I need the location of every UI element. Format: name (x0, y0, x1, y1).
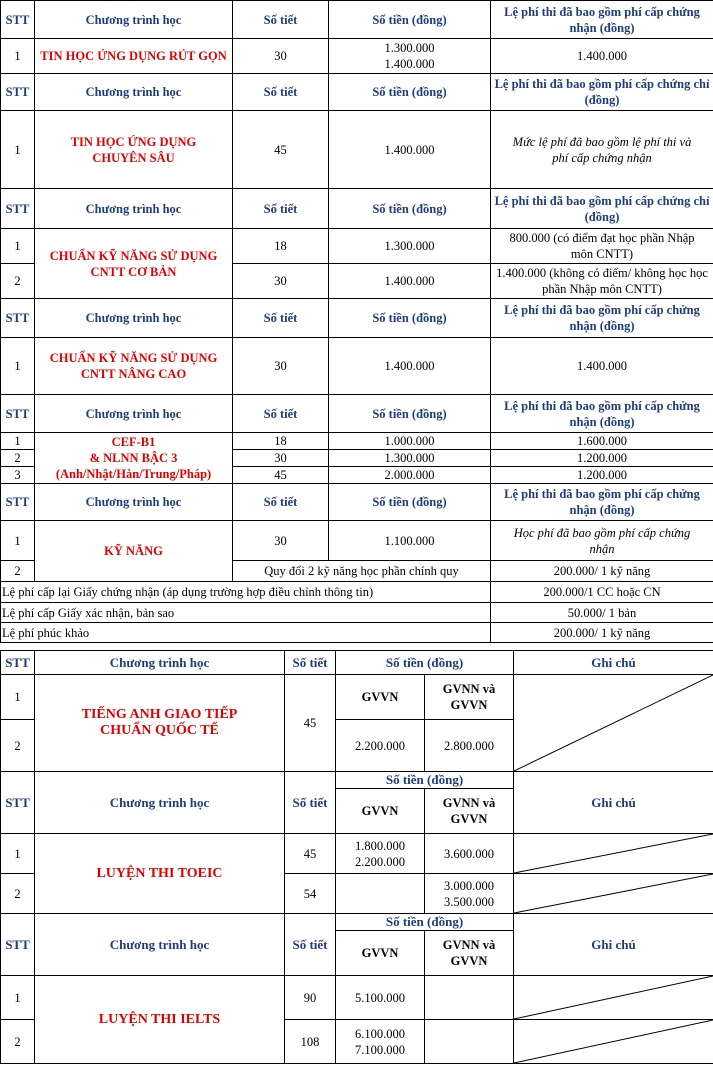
header-note: Ghi chú (514, 651, 713, 675)
row-number: 2 (1, 874, 35, 914)
periods: 45 (233, 111, 329, 189)
amount-gvvn (336, 834, 425, 874)
amount-value: 1.300.000 (384, 41, 435, 55)
fee: 1.200.000 (491, 450, 713, 467)
misc-fee-value: 200.000/ 1 kỹ năng (491, 623, 713, 643)
amount-value: 3.500.000 (444, 894, 494, 909)
program-name: TIẾNG ANH GIAO TIẾP CHUẨN QUỐC TẾ (35, 675, 285, 772)
amount-gvvn (336, 874, 425, 914)
diagonal-line (514, 976, 713, 1019)
row-number: 2 (1, 720, 35, 772)
amount-gvnn: 3.600.000 (425, 834, 514, 874)
header-program: Chương trình học (35, 651, 285, 675)
header-amount: Số tiền (đồng) (329, 299, 491, 338)
table-row (1, 39, 713, 74)
misc-fee-label: Lệ phí cấp Giấy xác nhận, bản sao (1, 603, 491, 623)
conversion-note: Quy đổi 2 kỹ năng học phần chính quy (233, 561, 491, 582)
row-number: 1 (1, 39, 35, 74)
header-periods: Số tiết (233, 395, 329, 433)
amount: 1.000.000 (329, 433, 491, 450)
row-number: 3 (1, 467, 35, 484)
table-header-row (1, 651, 713, 675)
row-number: 1 (1, 229, 35, 264)
row-number: 1 (1, 338, 35, 395)
program-name: LUYỆN THI IELTS (35, 976, 285, 1064)
diagonal-line (514, 1020, 713, 1063)
misc-fee-label: Lệ phí phúc khảo (1, 623, 491, 643)
diagonal-line (514, 874, 713, 913)
amount: 1.100.000 (329, 521, 491, 561)
fee: 1.400.000 (không có điểm/ không học học phần Nhập môn CNTT) (491, 264, 713, 299)
subheader-gvnn: GVNN và GVVN (425, 675, 514, 720)
header-note: Ghi chú (514, 772, 713, 834)
header-program: Chương trình học (35, 772, 285, 834)
header-amount: Số tiền (đồng) (329, 484, 491, 521)
program-name: TIN HỌC ỨNG DỤNG RÚT GỌN (35, 39, 233, 74)
header-stt: STT (1, 395, 35, 433)
misc-fee-label: Lệ phí cấp lại Giấy chứng nhận (áp dụng trường hợp điều chỉnh thông tin) (1, 582, 491, 603)
table-header-row (1, 189, 713, 229)
header-program: Chương trình học (35, 299, 233, 338)
periods: 30 (233, 338, 329, 395)
program-name: CHUẨN KỸ NĂNG SỬ DỤNG CNTT CƠ BẢN (35, 229, 233, 299)
note-cell (514, 874, 713, 914)
periods: 45 (285, 675, 336, 772)
amount-gvnn: 2.800.000 (425, 720, 514, 772)
amount-gvvn (336, 1020, 425, 1064)
row-number: 2 (1, 561, 35, 582)
row-number: 1 (1, 111, 35, 189)
periods: 45 (233, 467, 329, 484)
table-row (1, 433, 713, 450)
header-amount: Số tiền (đồng) (336, 772, 514, 789)
periods: 54 (285, 874, 336, 914)
header-periods: Số tiết (285, 651, 336, 675)
program-line: CEF-B1 (111, 435, 156, 449)
table-header-row (1, 299, 713, 338)
header-periods: Số tiết (233, 74, 329, 111)
header-program: Chương trình học (35, 189, 233, 229)
header-program: Chương trình học (35, 395, 233, 433)
periods: 18 (233, 433, 329, 450)
header-fee: Lệ phí thi đã bao gồm phí cấp chứng chỉ (đồng) (491, 189, 713, 229)
row-number: 1 (1, 433, 35, 450)
header-stt: STT (1, 189, 35, 229)
header-amount: Số tiền (đồng) (329, 395, 491, 433)
periods: 108 (285, 1020, 336, 1064)
amount-value: 2.200.000 (355, 854, 405, 869)
program-name: LUYỆN THI TOEIC (35, 834, 285, 914)
header-amount: Số tiền (đồng) (336, 651, 514, 675)
table-header-row (1, 772, 713, 789)
table-header-row (1, 1, 713, 39)
header-fee: Lệ phí thi đã bao gồm phí cấp chứng chỉ (đồng) (491, 74, 713, 111)
program-name: CHUẨN KỸ NĂNG SỬ DỤNG CNTT NÂNG CAO (35, 338, 233, 395)
header-amount: Số tiền (đồng) (329, 74, 491, 111)
note-cell (514, 1020, 713, 1064)
amount-value: 1.800.000 (355, 838, 405, 853)
fee: Mức lệ phí đã bao gồm lệ phí thi và phí cấp chứng nhận (491, 111, 713, 189)
amount: 1.300.000 (329, 229, 491, 264)
header-periods: Số tiết (233, 484, 329, 521)
row-number: 2 (1, 450, 35, 467)
header-stt: STT (1, 74, 35, 111)
amount: 2.000.000 (329, 467, 491, 484)
amount: 1.300.000 (329, 450, 491, 467)
row-number: 2 (1, 264, 35, 299)
table-row (1, 111, 713, 189)
table-row (1, 976, 713, 1020)
header-stt: STT (1, 484, 35, 521)
row-number: 1 (1, 521, 35, 561)
fee: 1.200.000 (491, 467, 713, 484)
amount-value: 6.100.000 (355, 1026, 405, 1041)
table-header-row (1, 914, 713, 931)
fee: 800.000 (có điểm đạt học phần Nhập môn CNTT) (491, 229, 713, 264)
header-stt: STT (1, 772, 35, 834)
misc-fee-value: 200.000/1 CC hoặc CN (491, 582, 713, 603)
amount-value: 7.100.000 (355, 1042, 405, 1057)
header-periods: Số tiết (233, 1, 329, 39)
header-stt: STT (1, 299, 35, 338)
amount-gvvn: 5.100.000 (336, 976, 425, 1020)
table-header-row (1, 74, 713, 111)
table-header-row (1, 484, 713, 521)
subheader-gvvn: GVVN (336, 789, 425, 834)
header-fee: Lệ phí thi đã bao gồm phí cấp chứng nhận (đồng) (491, 484, 713, 521)
amount-gvnn (425, 976, 514, 1020)
program-line: & NLNN BẬC 3 (89, 451, 178, 465)
amount: 1.400.000 (329, 111, 491, 189)
misc-fee-row (1, 603, 713, 623)
fee: Học phí đã bao gồm phí cấp chứng nhận (491, 521, 713, 561)
header-amount: Số tiền (đồng) (329, 1, 491, 39)
row-number: 1 (1, 834, 35, 874)
header-periods: Số tiết (233, 189, 329, 229)
table-row (1, 521, 713, 561)
diagonal-line (514, 675, 713, 771)
subheader-gvvn: GVVN (336, 931, 425, 976)
table-row (1, 338, 713, 395)
fee-table-english (0, 650, 713, 1064)
amount-value: 1.400.000 (384, 57, 435, 71)
program-name: KỸ NĂNG (35, 521, 233, 582)
header-note: Ghi chú (514, 914, 713, 976)
header-stt: STT (1, 651, 35, 675)
fee: 1.400.000 (491, 39, 713, 74)
header-amount: Số tiền (đồng) (329, 189, 491, 229)
note-cell (514, 675, 713, 772)
header-periods: Số tiết (285, 772, 336, 834)
header-stt: STT (1, 1, 35, 39)
program-line: (Anh/Nhật/Hàn/Trung/Pháp) (55, 467, 212, 481)
table-header-row (1, 395, 713, 433)
header-fee: Lệ phí thi đã bao gồm phí cấp chứng nhận (đồng) (491, 299, 713, 338)
row-number: 2 (1, 1020, 35, 1064)
periods: 18 (233, 229, 329, 264)
header-fee: Lệ phí thi đã bao gồm phí cấp chứng nhận (đồng) (491, 1, 713, 39)
amount-gvnn (425, 874, 514, 914)
misc-fee-row (1, 582, 713, 603)
periods: 90 (285, 976, 336, 1020)
header-program: Chương trình học (35, 74, 233, 111)
table-row (1, 675, 713, 720)
note-cell (514, 834, 713, 874)
subheader-gvnn: GVNN và GVVN (425, 931, 514, 976)
periods: 30 (233, 450, 329, 467)
header-stt: STT (1, 914, 35, 976)
header-fee: Lệ phí thi đã bao gồm phí cấp chứng nhận (đồng) (491, 395, 713, 433)
fee: 200.000/ 1 kỹ năng (491, 561, 713, 582)
misc-fee-value: 50.000/ 1 bản (491, 603, 713, 623)
row-number: 1 (1, 976, 35, 1020)
header-program: Chương trình học (35, 914, 285, 976)
amount-value: 3.000.000 (444, 878, 494, 893)
amount: 1.400.000 (329, 338, 491, 395)
program-name (35, 433, 233, 484)
diagonal-line (514, 834, 713, 873)
header-periods: Số tiết (233, 299, 329, 338)
subheader-gvnn: GVNN và GVVN (425, 789, 514, 834)
misc-fee-row (1, 623, 713, 643)
periods: 30 (233, 39, 329, 74)
row-number: 1 (1, 675, 35, 720)
table-row (1, 229, 713, 264)
header-periods: Số tiết (285, 914, 336, 976)
header-program: Chương trình học (35, 1, 233, 39)
amount: 1.400.000 (329, 264, 491, 299)
amount-gvnn (425, 1020, 514, 1064)
note-cell (514, 976, 713, 1020)
header-amount: Số tiền (đồng) (336, 914, 514, 931)
fee: 1.600.000 (491, 433, 713, 450)
amount-gvvn: 2.200.000 (336, 720, 425, 772)
periods: 45 (285, 834, 336, 874)
subheader-gvvn: GVVN (336, 675, 425, 720)
periods: 30 (233, 264, 329, 299)
header-program: Chương trình học (35, 484, 233, 521)
amount (329, 39, 491, 74)
program-name: TIN HỌC ỨNG DỤNG CHUYÊN SÂU (35, 111, 233, 189)
periods: 30 (233, 521, 329, 561)
fee: 1.400.000 (491, 338, 713, 395)
table-row (1, 834, 713, 874)
